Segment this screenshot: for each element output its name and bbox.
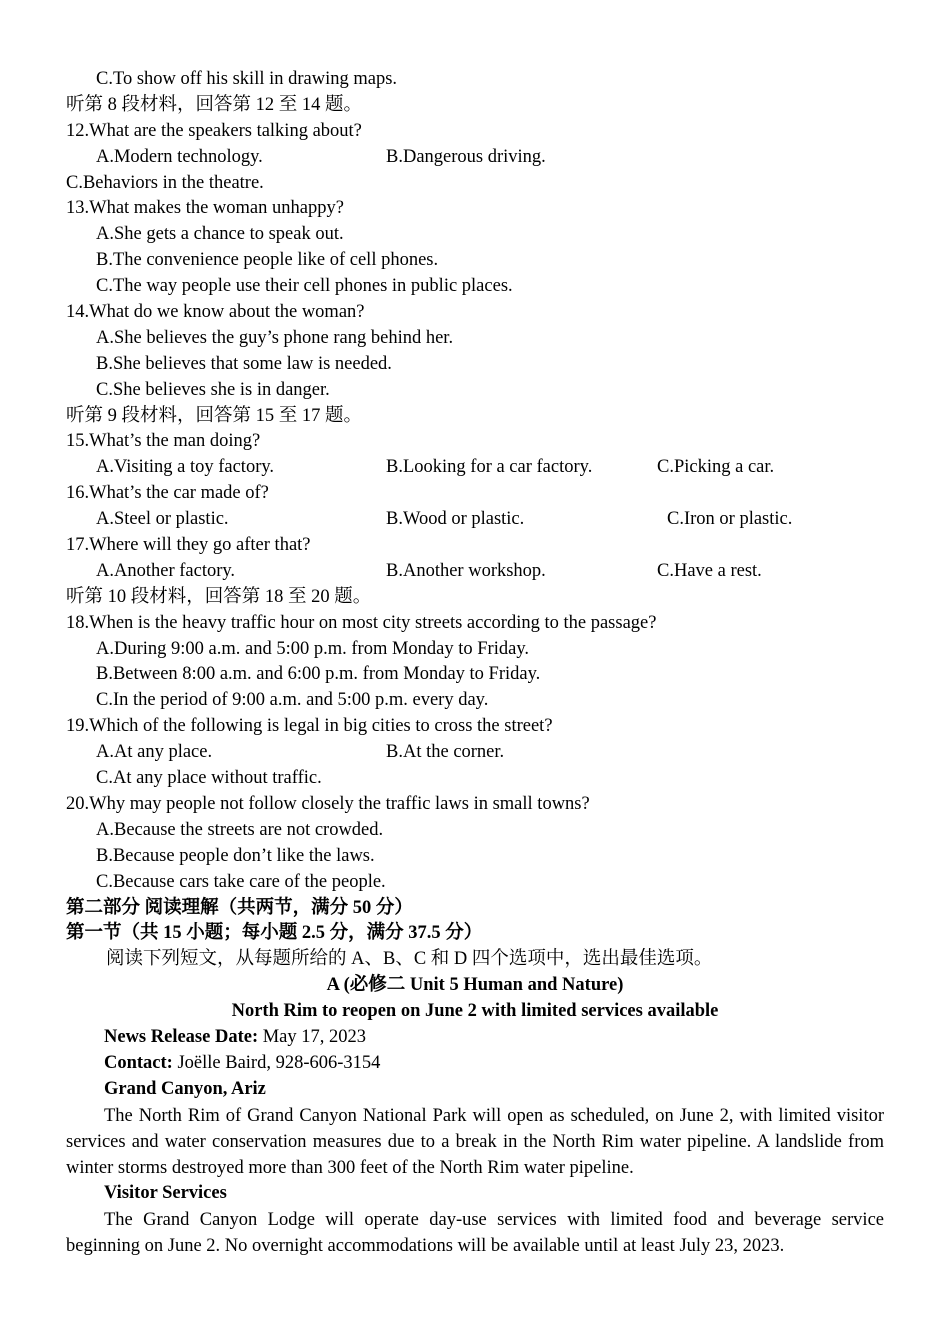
- option-a: A.Visiting a toy factory.: [96, 457, 275, 478]
- location-heading: Grand Canyon, Ariz: [104, 1078, 266, 1099]
- exam-page: [66, 67, 884, 1260]
- option-a: A.Steel or plastic.: [96, 509, 229, 530]
- option-b: B.Because people don’t like the laws.: [96, 845, 375, 866]
- listening-section-header: 听第 9 段材料，回答第 15 至 17 题。: [66, 405, 363, 426]
- option-b: B.Looking for a car factory.: [386, 457, 593, 478]
- release-date-label: News Release Date:: [104, 1026, 259, 1047]
- listening-section-header: 听第 8 段材料，回答第 12 至 14 题。: [66, 94, 363, 115]
- option-c: C.At any place without traffic.: [96, 768, 322, 789]
- option-line: C.To show off his skill in drawing maps.: [96, 69, 398, 89]
- contact-label: Contact:: [104, 1052, 173, 1073]
- question-14: 14.What do we know about the woman?: [66, 302, 365, 323]
- option-b: B.The convenience people like of cell phones.: [96, 250, 439, 271]
- option-a: A.During 9:00 a.m. and 5:00 p.m. from Monday to Friday.: [96, 638, 529, 659]
- passage-title: North Rim to reopen on June 2 with limited services available: [231, 1001, 719, 1022]
- question-18: 18.When is the heavy traffic hour on most city streets according to the passage?: [66, 612, 657, 633]
- option-a: A.At any place.: [96, 742, 213, 763]
- question-17-options: [66, 559, 884, 585]
- question-16: 16.What’s the car made of?: [66, 483, 269, 504]
- paragraph: The Grand Canyon Lodge will operate day-use services with limited food and beverage service beginning on June 2. No overnight accommodations will be available until at least July 23, 2023.: [66, 1210, 884, 1257]
- option-b: B.At the corner.: [386, 742, 505, 763]
- option-b: B.Wood or plastic.: [386, 509, 525, 530]
- question-15: 15.What’s the man doing?: [66, 431, 261, 452]
- option-c: C.In the period of 9:00 a.m. and 5:00 p.m. every day.: [96, 690, 489, 711]
- question-12-options: [66, 145, 884, 171]
- option-b: B.Between 8:00 a.m. and 6:00 p.m. from Monday to Friday.: [96, 664, 541, 685]
- option-c: C.The way people use their cell phones in public places.: [96, 276, 513, 297]
- question-19-options: [66, 740, 884, 766]
- option-b: B.Another workshop.: [386, 560, 546, 581]
- listening-section-header: 听第 10 段材料，回答第 18 至 20 题。: [66, 586, 372, 607]
- contact-value: Joëlle Baird, 928-606-3154: [172, 1052, 381, 1073]
- question-20: 20.Why may people not follow closely the traffic laws in small towns?: [66, 793, 590, 814]
- passage-label: A (必修二 Unit 5 Human and Nature): [326, 975, 624, 996]
- reading-instructions: 阅读下列短文，从每题所给的 A、B、C 和 D 四个选项中，选出最佳选项。: [106, 949, 713, 970]
- option-c: C.She believes she is in danger.: [96, 379, 330, 400]
- option-c: C.Picking a car.: [657, 457, 775, 478]
- option-c: C.Behaviors in the theatre.: [66, 172, 264, 193]
- option-a: A.She gets a chance to speak out.: [96, 224, 344, 245]
- option-c: C.Have a rest.: [657, 560, 762, 581]
- section-one-heading: 第一节（共 15 小题；每小题 2.5 分，满分 37.5 分）: [66, 923, 483, 944]
- question-19: 19.Which of the following is legal in big cities to cross the street?: [66, 716, 553, 737]
- option-a: A.Another factory.: [96, 560, 236, 581]
- question-13: 13.What makes the woman unhappy?: [66, 198, 344, 219]
- option-c: C.Iron or plastic.: [667, 509, 793, 530]
- release-date-value: May 17, 2023: [258, 1026, 367, 1047]
- option-b: B.Dangerous driving.: [386, 146, 546, 167]
- question-17: 17.Where will they go after that?: [66, 535, 311, 556]
- contact: [66, 1051, 884, 1077]
- option-c: C.Because cars take care of the people.: [96, 871, 386, 892]
- paragraph: The North Rim of Grand Canyon National Park will open as scheduled, on June 2, with limited visitor services and water conservation measures due to a break in the North Rim water pipeline. A landslide from winter storms destroyed more than 300 feet of the North Rim water pipeline.: [66, 1105, 884, 1179]
- question-15-options: [66, 455, 884, 481]
- visitor-services-heading: Visitor Services: [104, 1183, 227, 1204]
- question-16-options: [66, 507, 884, 533]
- part-two-heading: 第二部分 阅读理解（共两节，满分 50 分）: [66, 897, 413, 918]
- option-a: A.Because the streets are not crowded.: [96, 819, 384, 840]
- option-b: B.She believes that some law is needed.: [96, 353, 392, 374]
- option-a: A.She believes the guy’s phone rang behind her.: [96, 327, 454, 348]
- question-12: 12.What are the speakers talking about?: [66, 120, 362, 141]
- release-date: [66, 1025, 884, 1051]
- option-a: A.Modern technology.: [96, 146, 263, 167]
